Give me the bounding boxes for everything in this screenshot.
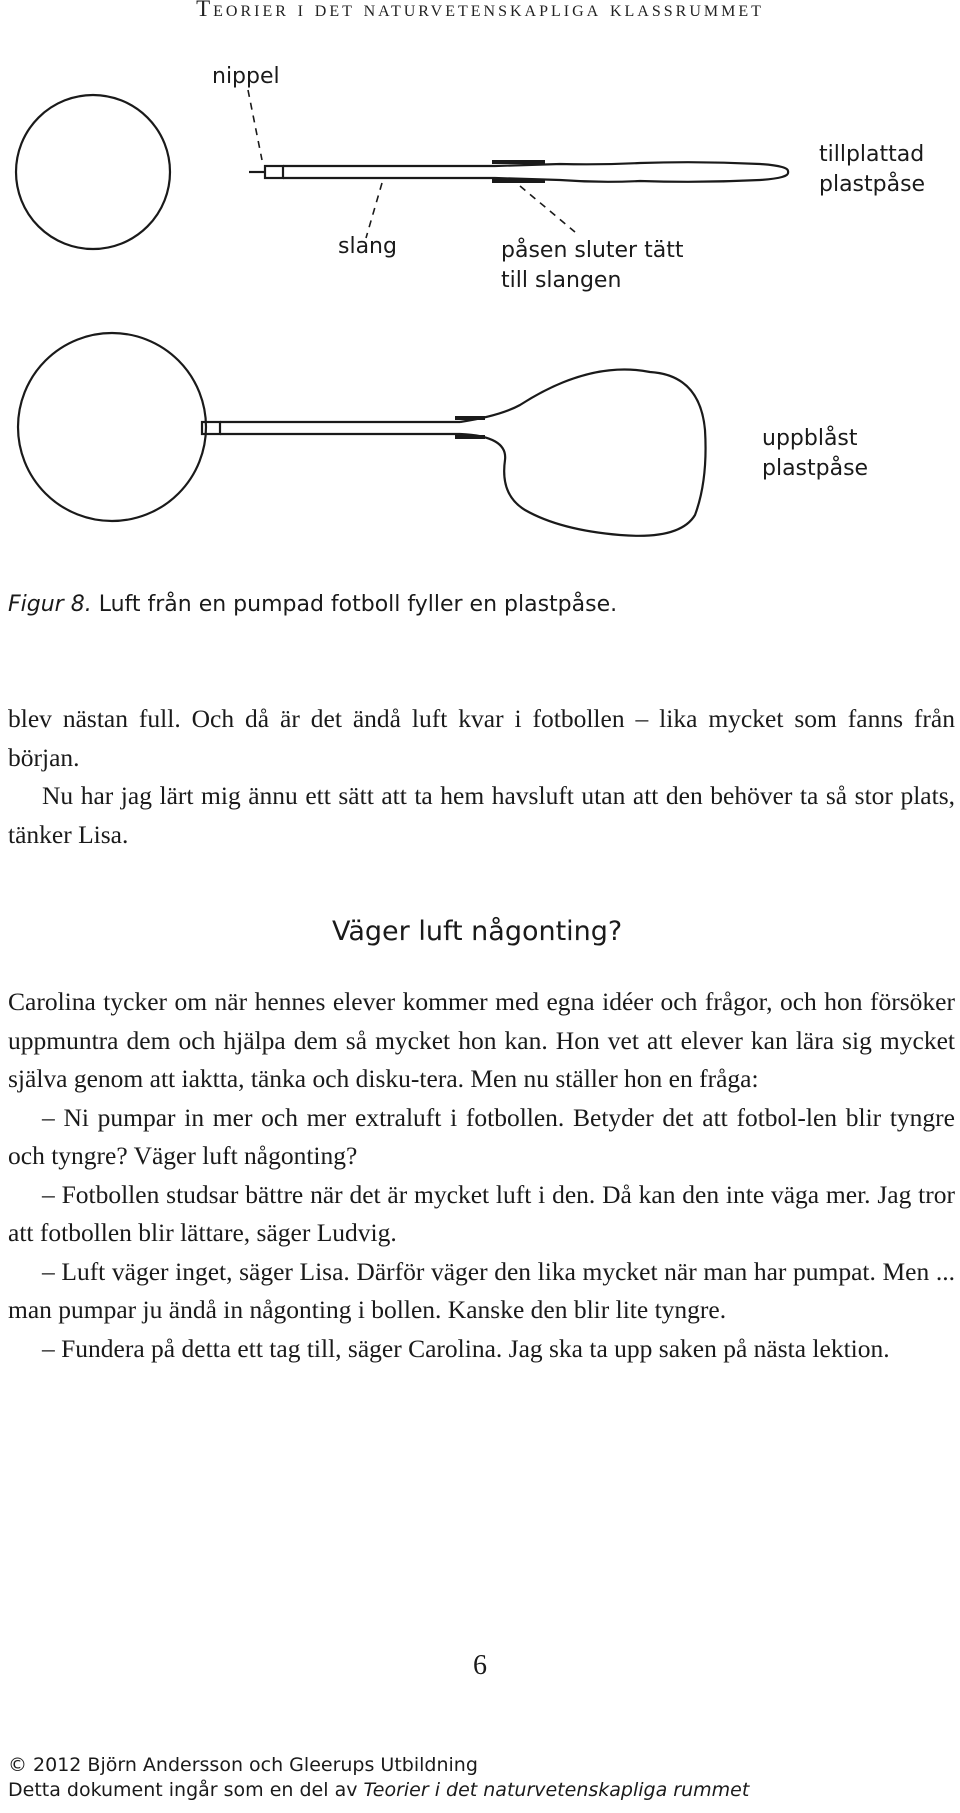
- body-text-bottom: [8, 983, 955, 1368]
- figure-8-illustration: [0, 0, 960, 580]
- page-number: 6: [473, 1650, 487, 1681]
- flat-bag: [495, 162, 788, 182]
- hose: [283, 166, 495, 178]
- body-text-top: [8, 700, 955, 854]
- football-flat: [16, 95, 170, 249]
- label-tillplattad-plastpase: tillplattad plastpåse: [819, 142, 926, 197]
- footer-note: [8, 1778, 749, 1803]
- footer-note-prefix: Detta dokument ingår som en del av: [8, 1779, 364, 1801]
- paragraph: – Fotbollen studsar bättre när det är mycket luft i den. Då kan den inte väga mer. Jag tror att fotbollen blir lättare, säger Ludvig.: [8, 1179, 955, 1247]
- label-pasen-sluter: påsen sluter tätt till slangen: [501, 238, 684, 293]
- paragraph: Carolina tycker om när hennes elever kommer med egna idéer och frågor, och hon försöker uppmuntra dem och hjälpa dem så mycket hon kan. Hon vet att elever kan lära sig mycket själva genom att iaktta, tänka och disku-tera. Men nu ställer hon en fråga:: [8, 987, 955, 1093]
- figure-caption: [8, 592, 617, 617]
- label-nippel: nippel: [212, 64, 280, 89]
- running-head: Teorier i det naturvetenskapliga klassrummet: [196, 0, 764, 21]
- caption-label: Figur 8.: [8, 592, 92, 617]
- inflated-bag: [460, 369, 706, 535]
- footer-copyright: © 2012 Björn Andersson och Gleerups Utbildning: [8, 1754, 478, 1776]
- caption-text: Luft från en pumpad fotboll fyller en plastpåse.: [91, 592, 618, 617]
- football-pumped: [18, 333, 206, 521]
- paragraph: – Ni pumpar in mer och mer extraluft i fotbollen. Betyder det att fotbol-len blir tyngre och tyngre? Väger luft någonting?: [8, 1102, 955, 1170]
- paragraph: Nu har jag lärt mig ännu ett sätt att ta hem havsluft utan att den behöver ta så stor plats, tänker Lisa.: [8, 781, 955, 849]
- paragraph: blev nästan full. Och då är det ändå luft kvar i fotbollen – lika mycket som fanns från början.: [8, 704, 955, 772]
- footer-book-title: Teorier i det naturvetenskapliga rummet: [363, 1779, 750, 1801]
- label-uppblast-plastpase: uppblåst plastpåse: [762, 426, 869, 481]
- nipple: [265, 166, 283, 178]
- footer: [8, 1753, 749, 1803]
- leader-nippel: [248, 90, 262, 160]
- section-heading: Väger luft någonting?: [332, 916, 623, 947]
- hose-2: [220, 422, 460, 434]
- label-slang: slang: [338, 234, 397, 259]
- leader-pasen: [520, 186, 575, 232]
- nipple-2: [202, 422, 220, 434]
- paragraph: – Fundera på detta ett tag till, säger Carolina. Jag ska ta upp saken på nästa lektion.: [42, 1333, 890, 1363]
- paragraph: – Luft väger inget, säger Lisa. Därför väger den lika mycket när man har pumpat. Men ... man pumpar ju ändå in någonting i bollen. Kanske den blir lite tyngre.: [8, 1256, 955, 1324]
- leader-slang: [366, 183, 382, 238]
